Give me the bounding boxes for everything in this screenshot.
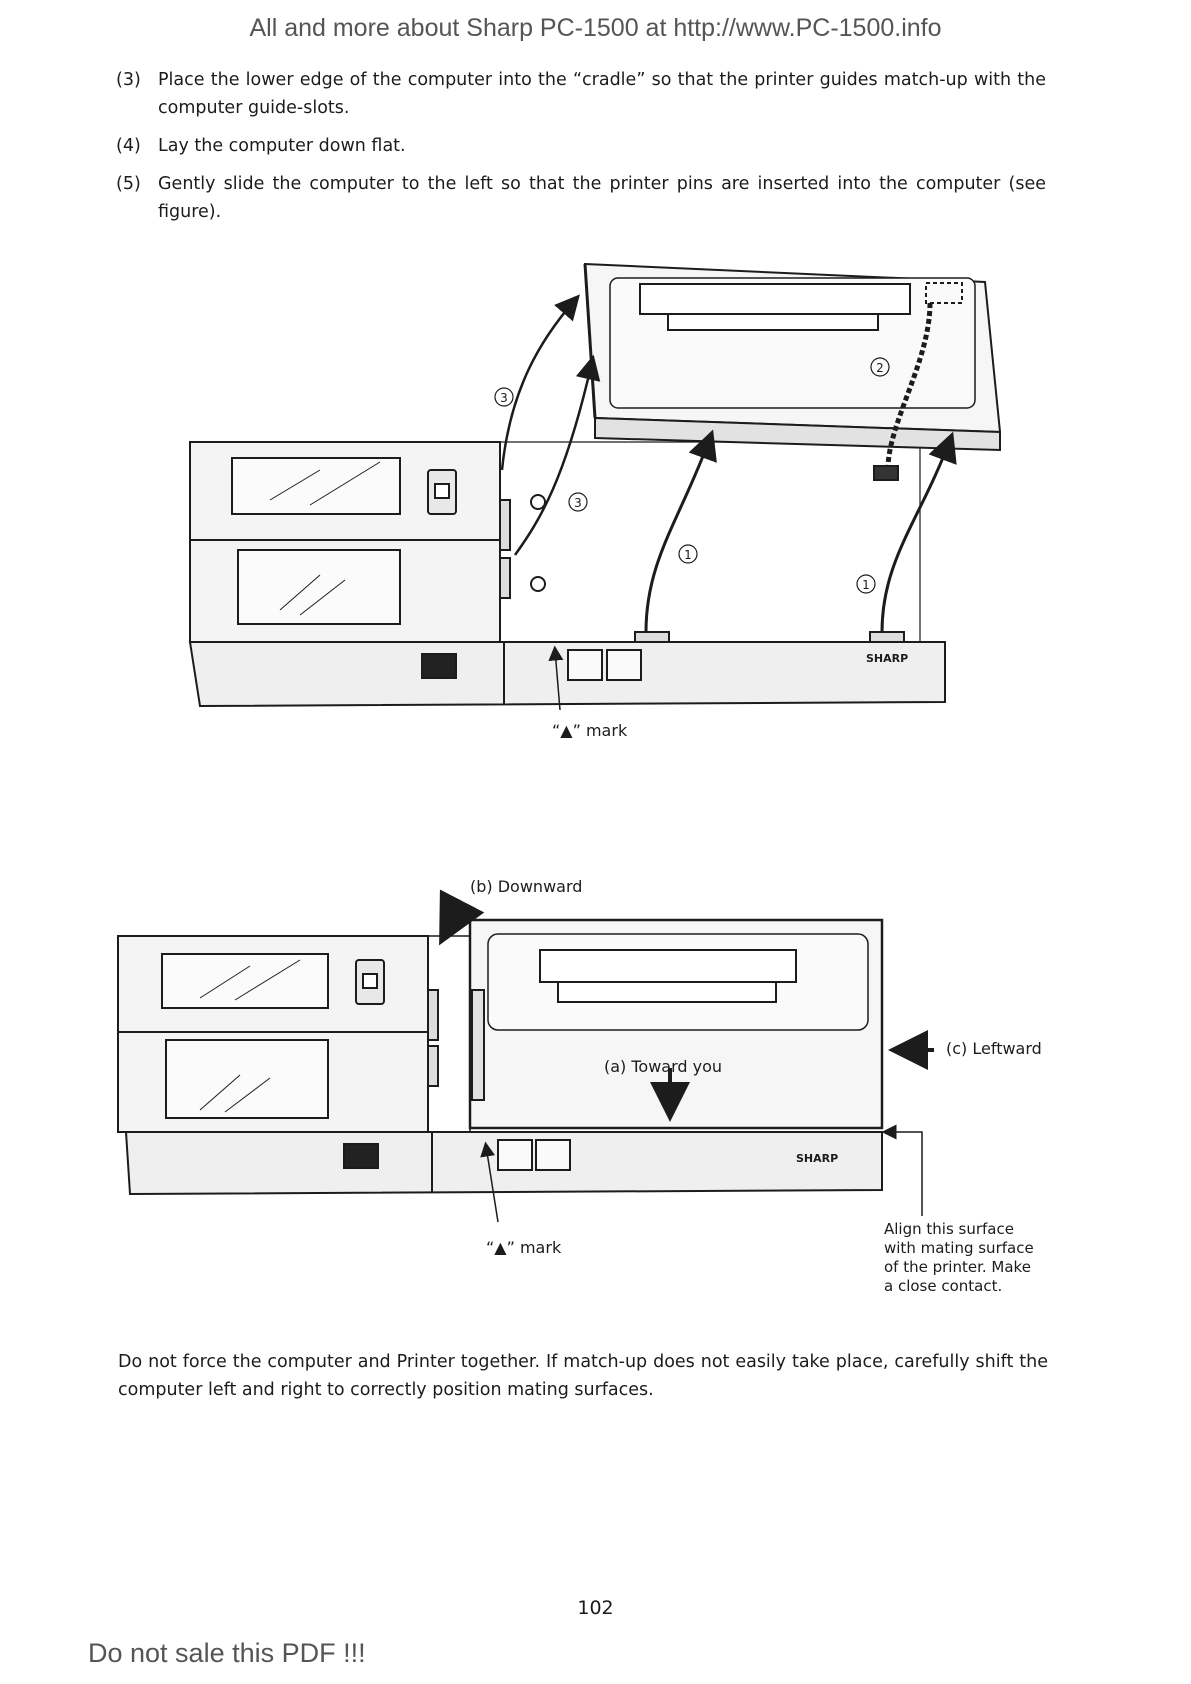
callout-3-side: 3	[574, 496, 582, 510]
page-footer: Do not sale this PDF !!!	[88, 1638, 366, 1668]
sharp-logo-2: SHARP	[796, 1152, 839, 1165]
label-leftward: (c) Leftward	[946, 1039, 1042, 1058]
label-toward-you: (a) Toward you	[604, 1057, 723, 1076]
step-number: (3)	[116, 70, 141, 90]
figure-1-printer-and-computer	[190, 264, 1000, 710]
align-note-line-4: a close contact.	[884, 1277, 1003, 1295]
page-header: All and more about Sharp PC-1500 at http://www.PC-1500.info	[249, 14, 942, 42]
step-text: Place the lower edge of the computer into the “cradle” so that the printer guides match-up with the computer guide-slots.	[158, 70, 1046, 118]
page-number: 102	[577, 1597, 614, 1619]
step-text: Gently slide the computer to the left so that the printer pins are inserted into the computer (see figure).	[158, 174, 1046, 222]
callout-1-left: 1	[684, 548, 692, 562]
printer-body	[190, 442, 945, 706]
align-note-line-3: of the printer. Make	[884, 1258, 1031, 1276]
callout-2: 2	[876, 361, 884, 375]
figure-2-assembled	[118, 905, 934, 1222]
label-downward: (b) Downward	[470, 877, 583, 896]
align-note-line-1: Align this surface	[884, 1220, 1014, 1238]
computer-unit	[585, 264, 1000, 480]
sharp-logo-1: SHARP	[866, 652, 909, 665]
mark-label-2: “▲” mark	[486, 1238, 562, 1257]
step-number: (4)	[116, 136, 141, 156]
step-number: (5)	[116, 174, 141, 194]
callout-1-right: 1	[862, 578, 870, 592]
callout-3-top: 3	[500, 391, 508, 405]
mark-label-1: “▲” mark	[552, 721, 628, 740]
align-note-line-2: with mating surface	[884, 1239, 1034, 1257]
step-text: Lay the computer down flat.	[158, 136, 406, 156]
caution-note: Do not force the computer and Printer together. If match-up does not easily take place, carefully shift the computer left and right to correctly position mating surfaces.	[118, 1352, 1048, 1400]
